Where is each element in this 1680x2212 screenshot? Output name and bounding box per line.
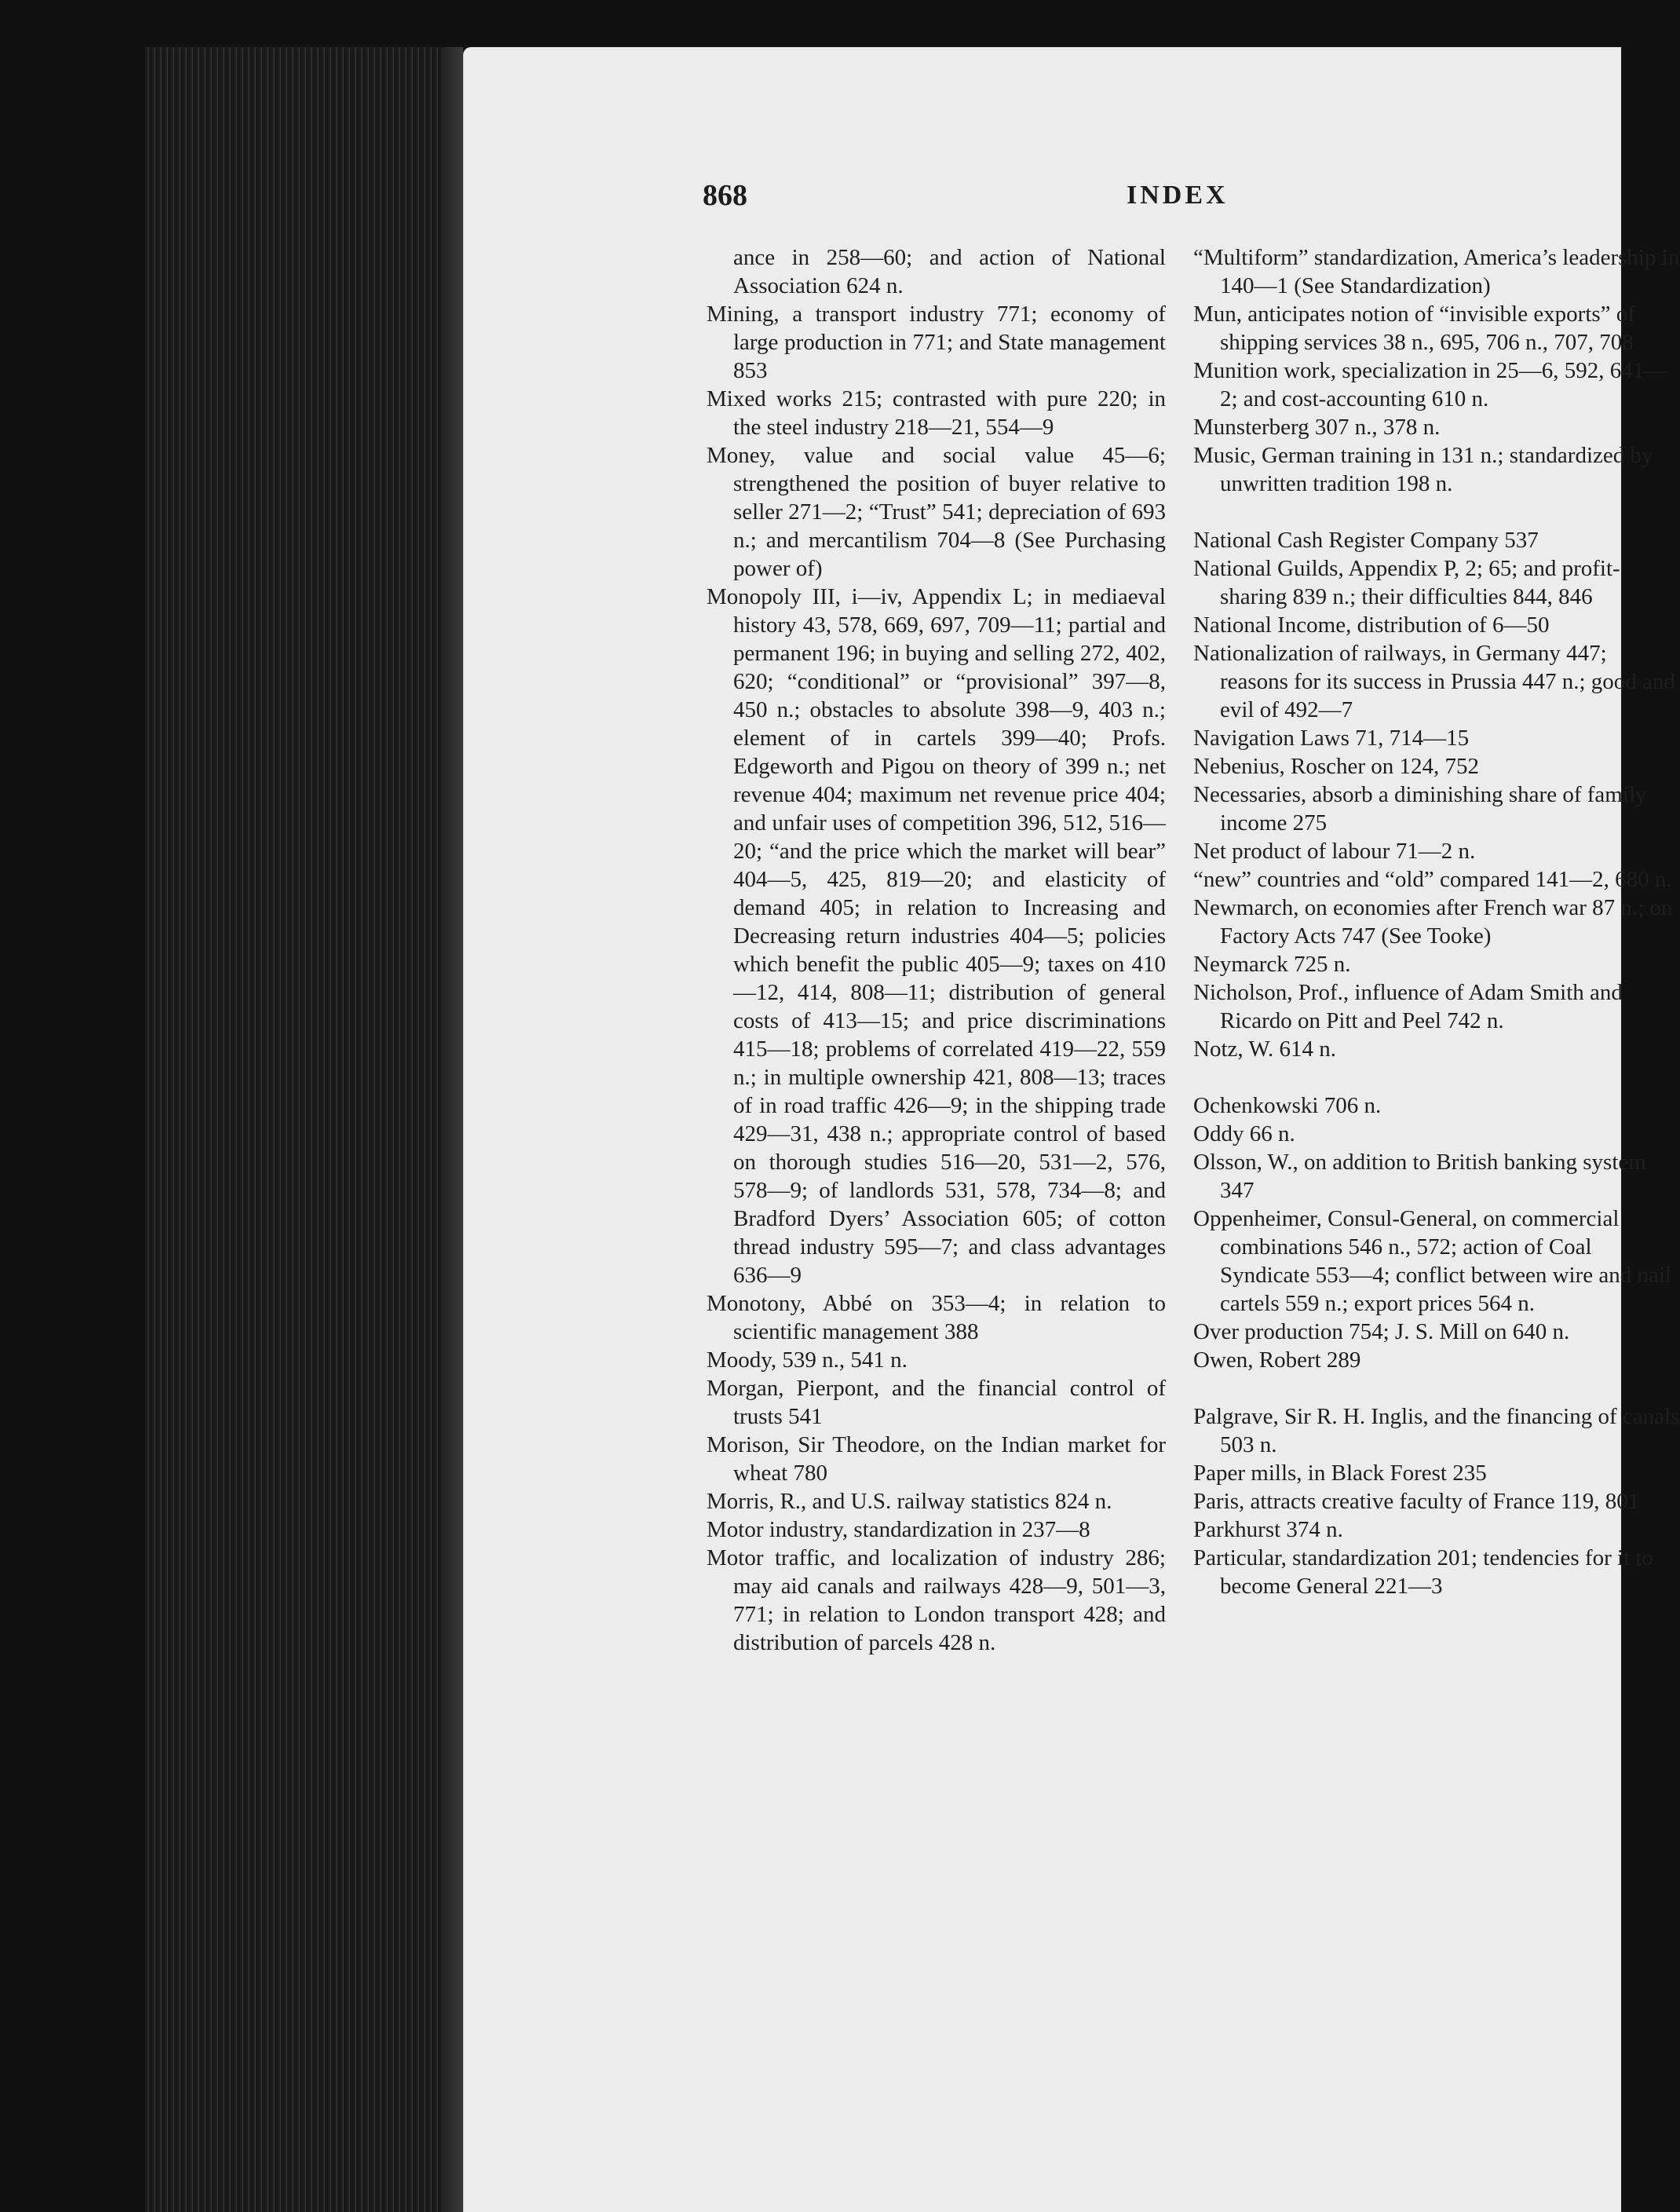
letter-section-gap — [1193, 498, 1680, 526]
index-column-left — [707, 243, 1166, 1657]
index-entry: Paper mills, in Black Forest 235 — [1193, 1461, 1487, 1486]
index-entry: Mun, anticipates notion of “invisible exports” of shipping services 38 n., 695, 706 n., 707, 708 — [1193, 302, 1635, 355]
index-entry: Notz, W. 614 n. — [1193, 1037, 1337, 1062]
index-entry: Owen, Robert 289 — [1193, 1347, 1361, 1373]
index-entry: Motor traffic, and localization of industry 286; may aid canals and railways 428—9, 501—3, 771; in relation to London transport 428; and distribution of parcels 428 n. — [707, 1545, 1166, 1655]
index-entry: Music, German training in 131 n.; standardized by unwritten tradition 198 n. — [1193, 443, 1653, 496]
index-column-right — [1193, 243, 1680, 1600]
index-entry: ance in 258—60; and action of National Association 624 n. — [733, 245, 1166, 298]
book-fore-edge — [145, 47, 463, 2212]
index-entry: Munition work, specialization in 25—6, 592, 641—2; and cost-accounting 610 n. — [1193, 358, 1667, 411]
index-entry: Mining, a transport industry 771; economy of large production in 771; and State management 853 — [707, 302, 1166, 383]
index-entry: National Cash Register Company 537 — [1193, 528, 1539, 553]
index-entry: Morgan, Pierpont, and the financial control of trusts 541 — [707, 1376, 1166, 1429]
index-entry: Navigation Laws 71, 714—15 — [1193, 726, 1470, 751]
index-entry: Munsterberg 307 n., 378 n. — [1193, 415, 1441, 440]
index-entry: Neymarck 725 n. — [1193, 952, 1351, 977]
index-entry: Necessaries, absorb a diminishing share of family income 275 — [1193, 782, 1647, 835]
index-entry: Over production 754; J. S. Mill on 640 n. — [1193, 1319, 1570, 1344]
index-entry: Parkhurst 374 n. — [1193, 1517, 1343, 1542]
index-entry: Olsson, W., on addition to British banking system 347 — [1193, 1150, 1646, 1203]
index-entry: Net product of labour 71—2 n. — [1193, 839, 1476, 864]
index-entry: Morris, R., and U.S. railway statistics 824 n. — [707, 1489, 1112, 1514]
index-entry: “new” countries and “old” compared 141—2, 680 n. — [1193, 867, 1672, 892]
index-entry: Nationalization of railways, in Germany 447; reasons for its success in Prussia 447 n.; good and evil of 492—7 — [1193, 641, 1675, 722]
index-entry: Morison, Sir Theodore, on the Indian market for wheat 780 — [707, 1432, 1166, 1486]
letter-section-gap — [1193, 1063, 1680, 1091]
index-entry: Paris, attracts creative faculty of France 119, 801 — [1193, 1489, 1640, 1514]
index-entry: Oppenheimer, Consul-General, on commercial combinations 546 n., 572; action of Coal Syndicate 553—4; conflict between wire and nail cartels 559 n.; export prices 564 n. — [1193, 1206, 1671, 1316]
index-entry: Mixed works 215; contrasted with pure 220; in the steel industry 218—21, 554—9 — [707, 386, 1166, 440]
page-number: 868 — [703, 179, 747, 212]
index-entry: Nicholson, Prof., influence of Adam Smith and Ricardo on Pitt and Peel 742 n. — [1193, 980, 1623, 1033]
index-page — [463, 47, 1680, 2212]
index-entry: Moody, 539 n., 541 n. — [707, 1347, 908, 1373]
index-entry: “Multiform” standardization, America’s leadership in 140—1 (See Standardization) — [1193, 245, 1680, 298]
index-entry: Monotony, Abbé on 353—4; in relation to scientific management 388 — [707, 1291, 1166, 1344]
index-entry: Money, value and social value 45—6; strengthened the position of buyer relative to seller 271—2; “Trust” 541; depreciation of 693 n.; and mercantilism 704—8 (See Purchasing power of) — [707, 443, 1166, 581]
index-entry: Oddy 66 n. — [1193, 1121, 1295, 1146]
running-head: INDEX — [1127, 181, 1229, 210]
index-entry: National Income, distribution of 6—50 — [1193, 612, 1550, 638]
index-entry: Palgrave, Sir R. H. Inglis, and the financing of canals 503 n. — [1193, 1404, 1680, 1457]
letter-section-gap — [1193, 1374, 1680, 1402]
index-entry: Nebenius, Roscher on 124, 752 — [1193, 754, 1480, 779]
index-entry: Ochenkowski 706 n. — [1193, 1093, 1382, 1118]
index-entry: Particular, standardization 201; tendencies for it to become General 221—3 — [1193, 1545, 1653, 1599]
index-entry: Motor industry, standardization in 237—8 — [707, 1517, 1090, 1542]
index-entry: Newmarch, on economies after French war 87 n.; on Factory Acts 747 (See Tooke) — [1193, 895, 1673, 949]
index-entry: Monopoly III, i—iv, Appendix L; in mediaeval history 43, 578, 669, 697, 709—11; partial and permanent 196; in buying and selling 272, 402, 620; “conditional” or “provisional” 397—8, 450 n.; obstacles to absolute 398—9, 403 n.; element of in cartels 399—40; Profs. Edgeworth and Pigou on theory of 399 n.; net revenue 404; maximum net revenue price 404; and unfair uses of competition 396, 512, 516—20; “and the price which the market will bear” 404—5, 425, 819—20; and elasticity of demand 405; in relation to Increasing and Decreasing return industries 404—5; policies which benefit the public 405—9; taxes on 410—12, 414, 808—11; distribution of general costs of 413—15; and price discriminations 415—18; problems of correlated 419—22, 559 n.; in multiple ownership 421, 808—13; traces of in road traffic 426—9; in the shipping trade 429—31, 438 n.; appropriate control of based on thorough studies 516—20, 531—2, 576, 578—9; of landlords 531, 578, 734—8; and Bradford Dyers’ Association 605; of cotton thread industry 595—7; and class advantages 636—9 — [707, 584, 1166, 1288]
index-entry: National Guilds, Appendix P, 2; 65; and profit-sharing 839 n.; their difficulties 844, 846 — [1193, 556, 1620, 609]
